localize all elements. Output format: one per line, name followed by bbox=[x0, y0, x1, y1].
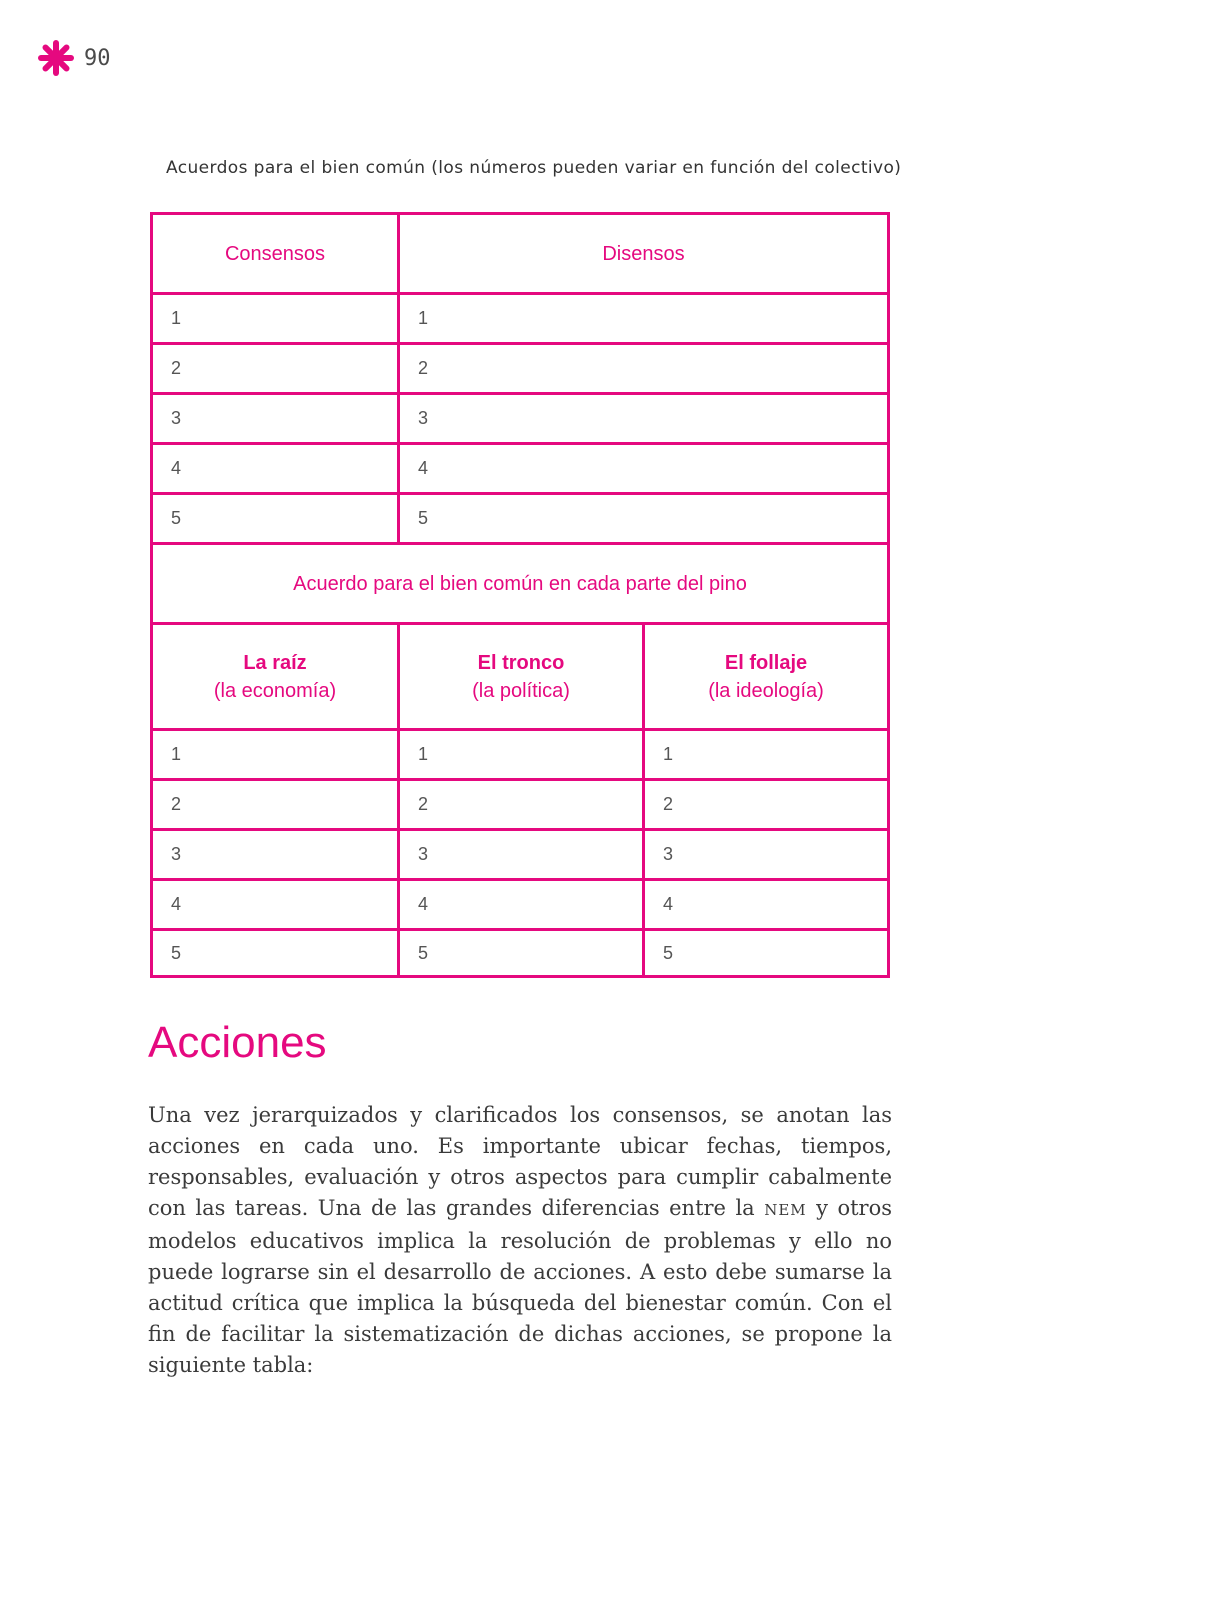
page-number: 90 bbox=[84, 45, 111, 71]
pine-section-header bbox=[153, 545, 887, 625]
raiz-cell[interactable]: 1 bbox=[153, 731, 400, 781]
header-disensos bbox=[400, 215, 887, 295]
raiz-cell[interactable]: 5 bbox=[153, 931, 400, 975]
header-follaje-title: El follaje bbox=[724, 651, 808, 674]
raiz-cell[interactable]: 3 bbox=[153, 831, 400, 881]
table-caption: Acuerdos para el bien común (los números pueden variar en función del colectivo) bbox=[166, 158, 902, 178]
section-title: Acciones bbox=[148, 1018, 327, 1067]
header-tronco-subtitle: (la política) bbox=[472, 679, 570, 702]
header-tronco-title: El tronco bbox=[477, 651, 565, 674]
pine-section-header-label: Acuerdo para el bien común en cada parte del pino bbox=[293, 572, 747, 595]
tronco-cell[interactable]: 1 bbox=[400, 731, 645, 781]
header-follaje-subtitle: (la ideología) bbox=[708, 679, 824, 702]
section-paragraph bbox=[148, 1100, 892, 1381]
header-raiz-title: La raíz bbox=[243, 651, 307, 674]
disensos-cell[interactable]: 1 bbox=[400, 295, 887, 345]
consensos-cell[interactable]: 1 bbox=[153, 295, 400, 345]
header-disensos-label: Disensos bbox=[602, 242, 685, 265]
header-consensos bbox=[153, 215, 400, 295]
nem-acronym: NEM bbox=[764, 1201, 807, 1219]
agreements-table bbox=[150, 212, 890, 978]
tronco-cell[interactable]: 2 bbox=[400, 781, 645, 831]
consensos-cell[interactable]: 3 bbox=[153, 395, 400, 445]
follaje-cell[interactable]: 2 bbox=[645, 781, 887, 831]
header-tronco bbox=[400, 625, 645, 731]
follaje-cell[interactable]: 4 bbox=[645, 881, 887, 931]
disensos-cell[interactable]: 3 bbox=[400, 395, 887, 445]
tronco-cell[interactable]: 3 bbox=[400, 831, 645, 881]
raiz-cell[interactable]: 2 bbox=[153, 781, 400, 831]
paragraph-part-1: Una vez jerarquizados y clarificados los consensos, se anotan las acciones en cada uno. Es importante ubicar fechas, tiempos, responsables, evaluación y otros aspectos para cumplir cabalmente con las tareas. Una de las grandes diferencias entre la bbox=[148, 1103, 892, 1220]
disensos-cell[interactable]: 4 bbox=[400, 445, 887, 495]
tronco-cell[interactable]: 4 bbox=[400, 881, 645, 931]
follaje-cell[interactable]: 5 bbox=[663, 942, 674, 963]
header-consensos-label: Consensos bbox=[224, 242, 326, 265]
header-raiz bbox=[153, 625, 400, 731]
header-follaje bbox=[645, 625, 887, 731]
consensos-cell[interactable]: 5 bbox=[153, 495, 400, 545]
follaje-cell[interactable]: 3 bbox=[645, 831, 887, 881]
consensos-cell[interactable]: 2 bbox=[153, 345, 400, 395]
disensos-cell[interactable]: 5 bbox=[400, 495, 887, 545]
disensos-cell[interactable]: 2 bbox=[400, 345, 887, 395]
page-header bbox=[38, 40, 111, 76]
header-raiz-subtitle: (la economía) bbox=[213, 679, 337, 702]
raiz-cell[interactable]: 4 bbox=[153, 881, 400, 931]
paragraph-part-2: y otros modelos educativos implica la resolución de problemas y ello no puede lograrse sin el desarrollo de acciones. A esto debe sumarse la actitud crítica que implica la búsqueda del bienestar común. Con el fin de facilitar la sistematización de dichas acciones, se propone la siguiente tabla: bbox=[148, 1196, 892, 1377]
asterisk-icon bbox=[38, 40, 74, 76]
consensos-cell[interactable]: 4 bbox=[153, 445, 400, 495]
follaje-cell[interactable]: 1 bbox=[645, 731, 887, 781]
tronco-cell[interactable]: 5 bbox=[400, 931, 645, 975]
